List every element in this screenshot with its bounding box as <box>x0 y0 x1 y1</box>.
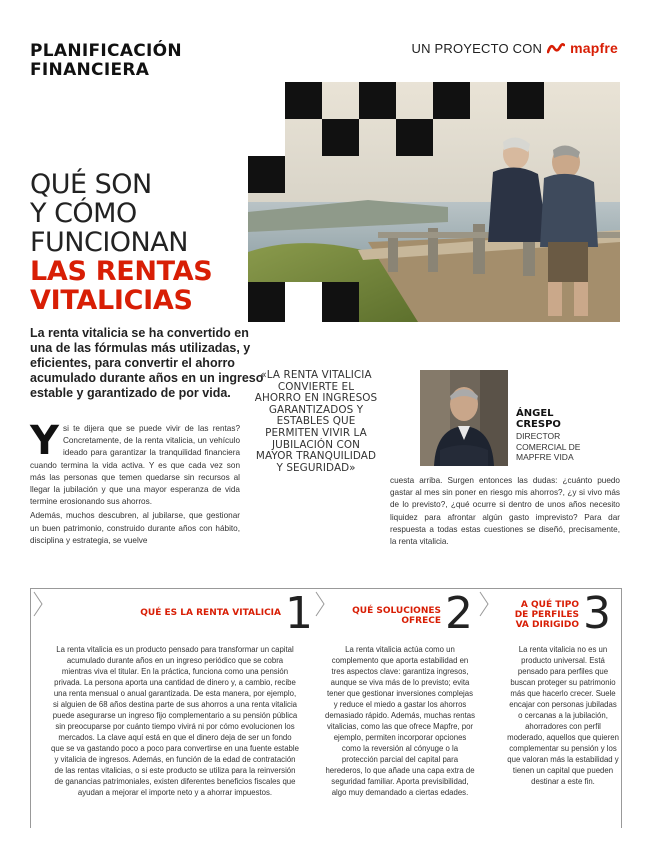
lead-paragraph: La renta vitalicia se ha convertido en una de las fórmulas más utilizadas, y eficientes, para convertir el ahorro acumulado durante años en un ingreso estable y garantizado de por vida. <box>30 326 264 400</box>
portrait-photo <box>420 370 508 466</box>
faq-title-line: QUÉ SOLUCIONES <box>352 606 441 616</box>
person-first-name: ÁNGEL <box>516 408 554 419</box>
person-role <box>516 431 580 463</box>
body-column-right <box>390 475 620 548</box>
faq-title-line: OFRECE <box>401 616 441 626</box>
faq-title <box>333 606 441 626</box>
checker-block <box>322 282 359 322</box>
role-line: MAPFRE VIDA <box>516 452 574 462</box>
checker-block <box>248 119 285 156</box>
chevron-right-icon <box>33 591 43 617</box>
person-name <box>516 408 561 430</box>
faq-title-line: VA DIRIGIDO <box>515 620 579 630</box>
mapfre-logo-icon <box>547 42 565 54</box>
pull-quote: «LA RENTA VITALICIA CONVIERTE EL AHORRO EN INGRESOS GARANTIZADOS Y ESTABLES QUE PERMITEN VIVIR LA JUBILACIÓN CON MAYOR TRANQUILIDAD Y SEGURIDAD» <box>254 369 378 474</box>
body-paragraph: cuesta arriba. Surgen entonces las dudas: ¿cuánto puedo gastar al mes sin poner en riesgo mis ahorros?, ¿y si vivo más de lo previsto?, ¿qué ocurre si dentro de unos años necesito liquidez para afrontar algún gasto imprevisto? Para dar respuesta a todas estas cuestiones se diseñó, precisamente, la renta vitalicia. <box>390 476 620 547</box>
faq-text: La renta vitalicia es un producto pensado para transformar un capital acumulado durante años en un ingreso periódico que se cobra mientras viva el titular. En la práctica, funciona como una pensión privada. La persona aporta una cantidad de dinero y, a cambio, recibe una renta mensual o anual garantizada. De esta manera, por ejemplo, si alguien de 68 años destina parte de sus ahorros a una renta vitalicia puede asegurarse un ingreso fijo complementario a su pensión pública sin preocuparse por cuánto tiempo vivirá ni por cómo evolucionen los mercados. La clave aquí está en que el dinero deja de ser un fondo que se va gastando poco a poco para convertirse en una fuente estable y vitalicia de ingresos. Además, en función de la edad de contratación de las rentas vitalicias, o si este producto se utiliza para la reinversión de ganancias patrimoniales, existen diferentes beneficios fiscales que ayudan a mejorar el importe neto y a ahorrar impuestos. <box>51 645 299 797</box>
person-last-name: CRESPO <box>516 419 561 430</box>
checker-block <box>396 119 433 156</box>
checker-block <box>285 82 322 119</box>
checker-block <box>359 82 396 119</box>
faq-number: 2 <box>445 588 473 639</box>
faq-item-2 <box>313 588 477 828</box>
chevron-right-icon <box>479 591 489 617</box>
body-column-left <box>30 418 240 549</box>
faq-title-line: QUÉ ES LA RENTA VITALICIA <box>140 608 281 618</box>
checker-block <box>248 82 285 119</box>
faq-title-line: A QUÉ TIPO <box>520 600 579 610</box>
chevron-right-icon <box>315 591 325 617</box>
body-paragraph: si te dijera que se puede vivir de las rentas? Concretamente, de la renta vitalicia, un vehículo ideado para garantizar la tranquilidad financiera cuando termina la vida activa. Y es que cada vez son más las personas que temen quedarse sin recursos al llegar la jubilación y que una mayor esperanza de vida termine erosionando sus ahorros. <box>30 424 240 507</box>
section-label-line1: PLANIFICACIÓN <box>30 41 182 61</box>
man-portrait-image <box>420 370 508 466</box>
sponsor-brand: mapfre <box>570 40 618 56</box>
faq-item-1 <box>31 588 313 828</box>
title-line: QUÉ SON <box>30 169 152 200</box>
faq-title <box>495 600 579 630</box>
checker-block <box>507 82 544 119</box>
checker-block <box>433 82 470 119</box>
section-label <box>30 42 182 80</box>
faq-box <box>30 588 622 828</box>
page-title <box>30 170 260 315</box>
title-highlight-line: LAS RENTAS <box>30 256 213 287</box>
faq-number: 3 <box>583 588 611 639</box>
body-paragraph: Además, muchos descubren, al jubilarse, que gestionar un buen patrimonio, construido durante años con hábito, disciplina y estrategia, se vuelve <box>30 511 240 545</box>
title-line: Y CÓMO <box>30 198 137 229</box>
role-line: COMERCIAL DE <box>516 441 581 452</box>
role-line: DIRECTOR <box>516 431 561 441</box>
sponsor <box>412 40 619 56</box>
hero-photo <box>248 82 620 322</box>
faq-text: La renta vitalicia no es un producto universal. Está pensado para perfiles que buscan proteger su patrimonio más que hacerlo crecer. Suele encajar con personas jubiladas o cercanas a la jubilación, ahorradores con perfil moderado, aquellos que quieren complementar su pensión y los que valoran más la estabilidad y tienen un capital que pueden destinar a este fin. <box>507 645 619 786</box>
faq-item-3 <box>477 588 623 828</box>
checker-block <box>285 282 322 322</box>
title-highlight-line: VITALICIAS <box>30 285 193 316</box>
drop-cap: Y <box>30 418 59 464</box>
title-line: FUNCIONAN <box>30 227 188 258</box>
faq-number: 1 <box>285 588 313 639</box>
faq-title-line: DE PERFILES <box>514 610 579 620</box>
sponsor-text: UN PROYECTO CON <box>411 40 543 56</box>
faq-text: La renta vitalicia actúa como un complemento que aporta estabilidad en tres aspectos clave: garantiza ingresos, aunque se viva más de lo previsto; evita tener que gestionar inversiones complejas y reduce el miedo a gastar los ahorros demasiado rápido. Además, muchas rentas vitalicias, como las que ofrece Mapfre, por ejemplo, permiten incorporar opciones como la reversión al cónyuge o la protección parcial del capital para herederos, lo que añade una capa extra de seguridad familiar. Aporta previsibilidad, algo muy demandado a ciertas edades. <box>325 645 475 797</box>
section-label-line2: FINANCIERA <box>30 60 150 80</box>
checker-block <box>322 119 359 156</box>
faq-title <box>121 608 281 618</box>
